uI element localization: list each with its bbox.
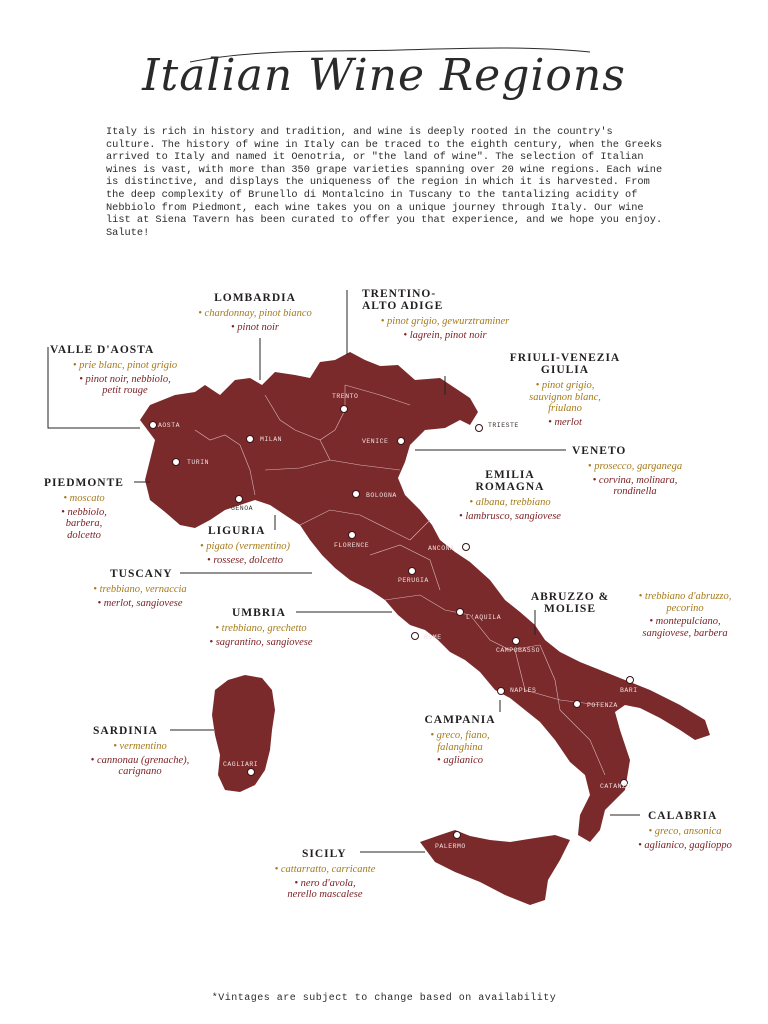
region-name: SARDINIA xyxy=(93,725,158,737)
region-abruzzo-molise xyxy=(520,591,620,615)
region-calabria xyxy=(620,810,750,851)
region-umbria xyxy=(186,607,336,648)
pin-rome xyxy=(411,632,419,640)
white-wines-1: • greco, fiano, xyxy=(430,730,490,741)
city-turin: TURIN xyxy=(187,459,210,466)
city-bari: BARI xyxy=(620,687,638,694)
white-wines: • trebbiano, grechetto xyxy=(215,623,307,634)
city-palermo: PALERMO xyxy=(435,843,466,850)
red-wines-1: • nero d'avola, xyxy=(294,877,356,889)
red-wines: • pinot noir xyxy=(230,321,279,333)
red-wines-1: • pinot noir, nebbiolo, xyxy=(79,373,171,385)
region-name: VALLE D'AOSTA xyxy=(50,344,155,356)
pin-florence xyxy=(348,531,356,539)
pin-cagliari xyxy=(247,768,255,776)
red-wines: • sagrantino, sangiovese xyxy=(209,636,313,648)
city-laquila: L'AQUILA xyxy=(466,614,502,621)
city-perugia: PERUGIA xyxy=(398,577,429,584)
region-name-2: GIULIA xyxy=(540,364,590,376)
red-wines: • aglianico xyxy=(437,755,483,766)
city-trento: TRENTO xyxy=(332,393,359,400)
white-wines: • vermentino xyxy=(113,741,167,752)
pin-ancona xyxy=(462,543,470,551)
region-name: LIGURIA xyxy=(208,525,266,537)
city-campobasso: CAMPOBASSO xyxy=(496,647,541,654)
region-name-2: MOLISE xyxy=(543,603,596,615)
red-wines-1: • cannonau (grenache), xyxy=(90,754,190,766)
pin-milan xyxy=(246,435,254,443)
city-aosta: AOSTA xyxy=(158,422,181,429)
pin-trieste xyxy=(475,424,483,432)
white-wines: • trebbiano, vernaccia xyxy=(93,584,187,595)
white-wines-1: • trebbiano d'abruzzo, xyxy=(638,591,732,602)
red-wines-2: rondinella xyxy=(613,486,657,497)
city-catanzo: CATANZO xyxy=(600,783,631,790)
red-wines: • merlot xyxy=(548,416,582,428)
city-genoa: GENOA xyxy=(231,505,254,512)
region-lombardia xyxy=(170,292,340,333)
red-wines-2: barbera, xyxy=(65,518,103,529)
city-naples: NAPLES xyxy=(510,687,537,694)
pin-campobasso xyxy=(512,637,520,645)
region-sardinia xyxy=(75,725,205,778)
region-piedmonte xyxy=(34,477,134,541)
region-name-1: EMILIA xyxy=(485,469,535,481)
city-ancona: ANCONA xyxy=(428,545,455,552)
red-wines-2: carignano xyxy=(118,766,162,777)
white-wines-2: pecorino xyxy=(666,602,704,614)
region-veneto xyxy=(560,445,710,498)
white-wines: • greco, ansonica xyxy=(648,826,722,837)
pin-genoa xyxy=(235,495,243,503)
red-wines-2: sangiovese, barbera xyxy=(642,627,728,639)
region-name: VENETO xyxy=(572,445,627,457)
region-tuscany xyxy=(70,568,210,609)
region-abruzzo-wines xyxy=(615,591,755,639)
region-sicily xyxy=(250,848,400,901)
region-name-1: ABRUZZO & xyxy=(530,591,610,603)
region-name-1: TRENTINO- xyxy=(362,288,437,300)
white-wines: • albana, trebbiano xyxy=(469,497,551,508)
city-milan: MILAN xyxy=(260,436,283,443)
pin-venice xyxy=(397,437,405,445)
white-wines-3: friulano xyxy=(548,403,582,414)
pin-bari xyxy=(626,676,634,684)
pin-naples xyxy=(497,687,505,695)
region-name: TUSCANY xyxy=(110,568,173,580)
pin-trento xyxy=(340,405,348,413)
white-wines-1: • pinot grigio, xyxy=(535,380,595,391)
pin-aosta xyxy=(149,421,157,429)
white-wines-2: falanghina xyxy=(437,741,483,753)
white-wines: • moscato xyxy=(63,493,105,504)
red-wines-3: dolcetto xyxy=(67,529,101,541)
sicily-island xyxy=(420,830,570,905)
region-trentino xyxy=(350,288,540,341)
red-wines-2: nerello mascalese xyxy=(287,889,363,900)
red-wines-1: • nebbiolo, xyxy=(61,506,107,518)
red-wines: • aglianico, gaglioppo xyxy=(638,839,732,851)
city-cagliari: CAGLIARI xyxy=(223,761,259,768)
white-wines: • prosecco, garganega xyxy=(587,461,683,472)
white-wines: • cattarratto, carricante xyxy=(274,864,376,875)
region-name: CALABRIA xyxy=(648,810,718,822)
pin-turin xyxy=(172,458,180,466)
red-wines: • rossese, dolcetto xyxy=(207,554,283,566)
region-name: SICILY xyxy=(302,848,347,860)
region-name-2: ALTO ADIGE xyxy=(362,300,444,312)
region-name-2: ROMAGNA xyxy=(475,481,545,493)
region-name: PIEDMONTE xyxy=(44,477,124,489)
white-wines: • chardonnay, pinot bianco xyxy=(198,308,312,319)
region-emilia-romagna xyxy=(440,469,580,522)
region-name: UMBRIA xyxy=(232,607,286,619)
city-bologna: BOLOGNA xyxy=(366,492,397,499)
city-potenza: POTENZA xyxy=(587,702,618,709)
region-name: LOMBARDIA xyxy=(214,292,296,304)
pin-palermo xyxy=(453,831,461,839)
city-venice: VENICE xyxy=(362,438,389,445)
sardinia-island xyxy=(212,675,275,792)
red-wines-1: • montepulciano, xyxy=(649,616,721,627)
region-name-1: FRIULI-VENEZIA xyxy=(509,352,621,364)
page-title: Italian Wine Regions xyxy=(142,50,626,101)
red-wines-1: • corvina, molinara, xyxy=(592,474,678,486)
region-friuli xyxy=(495,352,635,428)
red-wines: • lambrusco, sangiovese xyxy=(459,510,561,522)
city-florence: FLORENCE xyxy=(334,542,370,549)
pin-potenza xyxy=(573,700,581,708)
red-wines: • merlot, sangiovese xyxy=(97,597,183,609)
city-rome: ROME xyxy=(424,634,442,641)
pin-bologna xyxy=(352,490,360,498)
white-wines: • pinot grigio, gewurztraminer xyxy=(380,316,510,327)
region-liguria xyxy=(170,525,320,566)
red-wines: • lagrein, pinot noir xyxy=(403,329,487,341)
white-wines: • prie blanc, pinot grigio xyxy=(72,360,178,371)
intro-paragraph: Italy is rich in history and tradition, and wine is deeply rooted in the country's culture. The history of wine in Italy can be traced to the eighth century, when the Greeks arrived to Italy and named it Oenotria, or "the land of wine". The selection of Italian wines is vast, with more than 350 grape varieties spanning over 20 wine regions. Each wine is distinctive, and displays the uniqueness of the region in which it is harvested. From the deep complexity of Brunello di Montalcino in Tuscany to the tantalizing acidity of Nebbiolo from Piedmont, each wine takes you on a unique journey through Italy. Our wine list at Siena Tavern has been curated to offer you that experience, and we hope you enjoy. Salute! xyxy=(106,126,663,239)
city-trieste: TRIESTE xyxy=(488,422,519,429)
white-wines-2: sauvignon blanc, xyxy=(529,391,601,403)
pin-laquila xyxy=(456,608,464,616)
white-wines: • pigato (vermentino) xyxy=(200,541,290,552)
region-valle-daosta xyxy=(50,344,200,397)
pin-perugia xyxy=(408,567,416,575)
red-wines-2: petit rouge xyxy=(102,385,148,396)
footer-note: *Vintages are subject to change based on availability xyxy=(211,993,557,1004)
region-name: CAMPANIA xyxy=(424,714,496,726)
region-campania xyxy=(405,714,515,767)
